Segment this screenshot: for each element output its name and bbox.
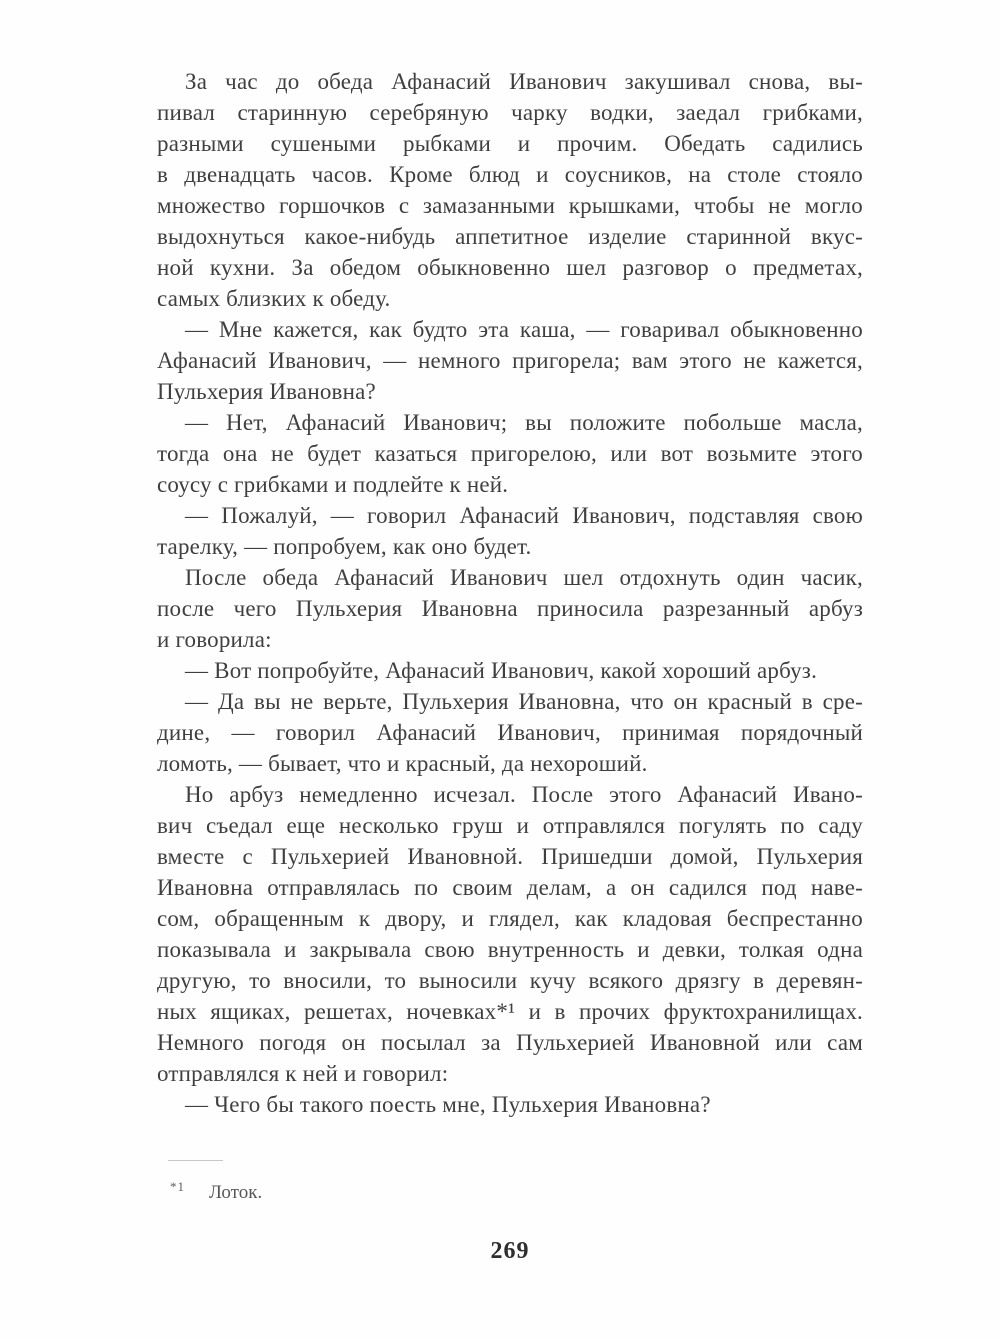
text-line: выдохнуться какое-нибудь аппетитное изделие старинной вкус- [157,224,863,249]
text-line: Пульхерия Ивановна? [157,379,376,404]
text-line: разными сушеными рыбками и прочим. Обедать садились [157,131,863,156]
text-line: вместе с Пульхерией Ивановной. Пришедши домой, Пульхерия [157,844,863,869]
text-line: соусу с грибками и подлейте к ней. [157,472,509,497]
footnote [170,1174,262,1206]
text-line: После обеда Афанасий Иванович шел отдохнуть один часик, [185,565,863,590]
text-line: самых близких к обеду. [157,286,391,311]
text-line: Но арбуз немедленно исчезал. После этого Афанасий Ивано- [185,782,863,807]
text-line: дине, — говорил Афанасий Иванович, принимая порядочный [157,720,863,745]
text-line: ломоть, — бывает, что и красный, да нехороший. [157,751,648,776]
page-body-text [157,66,863,1120]
footnote-text: Лоток. [209,1182,263,1203]
text-line: ной кухни. За обедом обыкновенно шел разговор о предметах, [157,255,863,280]
text-line: — Пожалуй, — говорил Афанасий Иванович, подставляя свою [185,503,863,528]
text-line: пивал старинную серебряную чарку водки, заедал грибками, [157,100,863,125]
text-line: — Вот попробуйте, Афанасий Иванович, какой хороший арбуз. [185,658,818,683]
text-line: — Чего бы такого поесть мне, Пульхерия Ивановна? [185,1092,711,1117]
text-line: в двенадцать часов. Кроме блюд и соусников, на столе стояло [157,162,863,187]
text-line: после чего Пульхерия Ивановна приносила разрезанный арбуз [157,596,863,621]
text-line: ных ящиках, решетах, ночевках*¹ и в прочих фруктохранилищах. [157,999,863,1024]
page-number: 269 [490,1238,530,1264]
text-line: — Мне кажется, как будто эта каша, — говаривал обыкновенно [185,317,863,342]
text-line: — Да вы не верьте, Пульхерия Ивановна, что он красный в сре- [185,689,863,714]
text-line: сом, обращенным к двору, и глядел, как кладовая беспрестанно [157,906,863,931]
text-line: — Нет, Афанасий Иванович; вы положите побольше масла, [185,410,863,435]
text-line: тарелку, — попробуем, как оно будет. [157,534,532,559]
text-line: Немного погодя он посылал за Пульхерией Ивановной или сам [157,1030,863,1055]
text-line: Ивановна отправлялась по своим делам, а он садился под наве- [157,875,863,900]
text-line: отправлялся к ней и говорил: [157,1061,449,1086]
text-line: другую, то вносили, то выносили кучу всякого дрязгу в деревян- [157,968,863,993]
text-line: показывала и закрывала свою внутренность и девки, толкая одна [157,937,863,962]
text-line: тогда она не будет казаться пригорелою, или вот возьмите этого [157,441,863,466]
footnote-divider [168,1160,223,1161]
text-line: Афанасий Иванович, — немного пригорела; вам этого не кажется, [157,348,863,373]
footnote-marker: *1 [170,1179,185,1194]
text-line: множество горшочков с замазанными крышками, чтобы не могло [157,193,863,218]
text-line: За час до обеда Афанасий Иванович закушивал снова, вы- [185,69,863,94]
text-line: вич съедал еще несколько груш и отправлялся погулять по саду [157,813,863,838]
text-line: и говорила: [157,627,272,652]
